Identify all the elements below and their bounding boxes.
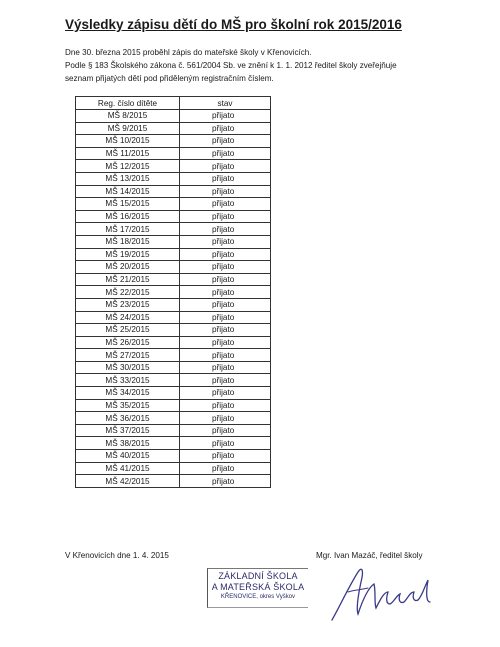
status-cell: přijato (180, 387, 271, 400)
status-cell: přijato (180, 298, 271, 311)
status-cell: přijato (180, 210, 271, 223)
reg-number-cell: MŠ 12/2015 (76, 160, 180, 173)
table-row (76, 374, 271, 387)
table-row (76, 349, 271, 362)
status-cell: přijato (180, 336, 271, 349)
reg-number-cell: MŠ 33/2015 (76, 374, 180, 387)
table-row (76, 248, 271, 261)
reg-number-cell: MŠ 34/2015 (76, 387, 180, 400)
intro-paragraph (65, 46, 465, 85)
handwritten-signature (328, 562, 438, 624)
table-row (76, 462, 271, 475)
column-header-reg-number: Reg. číslo dítěte (76, 97, 180, 110)
stamp-line: ZÁKLADNÍ ŠKOLA (218, 571, 298, 581)
status-cell: přijato (180, 349, 271, 362)
table-row (76, 261, 271, 274)
intro-line: seznam přijatých dětí pod přiděleným registračním číslem. (65, 74, 274, 83)
status-cell: přijato (180, 450, 271, 463)
reg-number-cell: MŠ 38/2015 (76, 437, 180, 450)
reg-number-cell: MŠ 35/2015 (76, 399, 180, 412)
table-row (76, 110, 271, 123)
status-cell: přijato (180, 147, 271, 160)
status-cell: přijato (180, 412, 271, 425)
table-row (76, 450, 271, 463)
reg-number-cell: MŠ 40/2015 (76, 450, 180, 463)
signature-stroke (332, 569, 430, 620)
status-cell: přijato (180, 122, 271, 135)
reg-number-cell: MŠ 25/2015 (76, 324, 180, 337)
stamp-line: KŘENOVICE, okres Vyškov (220, 594, 296, 600)
table-row (76, 336, 271, 349)
reg-number-cell: MŠ 11/2015 (76, 147, 180, 160)
intro-line: Podle § 183 Školského zákona č. 561/2004 Sb. ve znění k 1. 1. 2012 ředitel školy zveřejňuje (65, 61, 397, 70)
reg-number-cell: MŠ 15/2015 (76, 198, 180, 211)
table-row (76, 223, 271, 236)
registration-table (75, 96, 271, 488)
status-cell: přijato (180, 273, 271, 286)
status-cell: přijato (180, 475, 271, 488)
status-cell: přijato (180, 110, 271, 123)
reg-number-cell: MŠ 14/2015 (76, 185, 180, 198)
table-row (76, 273, 271, 286)
status-cell: přijato (180, 198, 271, 211)
signature-stroke (348, 588, 368, 592)
table-row (76, 185, 271, 198)
table-header-row (76, 97, 271, 110)
table-row (76, 198, 271, 211)
table-row (76, 311, 271, 324)
reg-number-cell: MŠ 16/2015 (76, 210, 180, 223)
reg-number-cell: MŠ 26/2015 (76, 336, 180, 349)
table-row (76, 210, 271, 223)
reg-number-cell: MŠ 41/2015 (76, 462, 180, 475)
table-row (76, 172, 271, 185)
table-row (76, 361, 271, 374)
status-cell: přijato (180, 160, 271, 173)
table-row (76, 412, 271, 425)
status-cell: přijato (180, 185, 271, 198)
table-row (76, 324, 271, 337)
status-cell: přijato (180, 437, 271, 450)
reg-number-cell: MŠ 30/2015 (76, 361, 180, 374)
reg-number-cell: MŠ 27/2015 (76, 349, 180, 362)
status-cell: přijato (180, 424, 271, 437)
status-cell: přijato (180, 286, 271, 299)
reg-number-cell: MŠ 17/2015 (76, 223, 180, 236)
status-cell: přijato (180, 311, 271, 324)
table-row (76, 147, 271, 160)
document-title: Výsledky zápisu dětí do MŠ pro školní rok 2015/2016 (65, 17, 402, 32)
status-cell: přijato (180, 324, 271, 337)
reg-number-cell: MŠ 19/2015 (76, 248, 180, 261)
table-row (76, 235, 271, 248)
table-row (76, 387, 271, 400)
table-row (76, 160, 271, 173)
table-row (76, 437, 271, 450)
status-cell: přijato (180, 261, 271, 274)
table-body (76, 110, 271, 488)
table-row (76, 122, 271, 135)
status-cell: přijato (180, 235, 271, 248)
reg-number-cell: MŠ 10/2015 (76, 135, 180, 148)
school-stamp (207, 568, 308, 608)
intro-line: Dne 30. března 2015 proběhl zápis do mateřské školy v Křenovicích. (65, 48, 312, 57)
status-cell: přijato (180, 462, 271, 475)
status-cell: přijato (180, 361, 271, 374)
reg-number-cell: MŠ 36/2015 (76, 412, 180, 425)
status-cell: přijato (180, 399, 271, 412)
status-cell: přijato (180, 374, 271, 387)
reg-number-cell: MŠ 20/2015 (76, 261, 180, 274)
reg-number-cell: MŠ 8/2015 (76, 110, 180, 123)
table-row (76, 298, 271, 311)
table-row (76, 286, 271, 299)
status-cell: přijato (180, 223, 271, 236)
reg-number-cell: MŠ 23/2015 (76, 298, 180, 311)
reg-number-cell: MŠ 24/2015 (76, 311, 180, 324)
table-row (76, 424, 271, 437)
reg-number-cell: MŠ 37/2015 (76, 424, 180, 437)
reg-number-cell: MŠ 42/2015 (76, 475, 180, 488)
stamp-line: A MATEŘSKÁ ŠKOLA (211, 582, 305, 592)
signer-name: Mgr. Ivan Mazáč, ředitel školy (316, 551, 423, 560)
table-row (76, 399, 271, 412)
reg-number-cell: MŠ 22/2015 (76, 286, 180, 299)
reg-number-cell: MŠ 9/2015 (76, 122, 180, 135)
reg-number-cell: MŠ 18/2015 (76, 235, 180, 248)
status-cell: přijato (180, 135, 271, 148)
column-header-status: stav (180, 97, 271, 110)
status-cell: přijato (180, 248, 271, 261)
place-and-date: V Křenovicích dne 1. 4. 2015 (65, 551, 169, 560)
table-row (76, 475, 271, 488)
status-cell: přijato (180, 172, 271, 185)
table-row (76, 135, 271, 148)
reg-number-cell: MŠ 13/2015 (76, 172, 180, 185)
reg-number-cell: MŠ 21/2015 (76, 273, 180, 286)
